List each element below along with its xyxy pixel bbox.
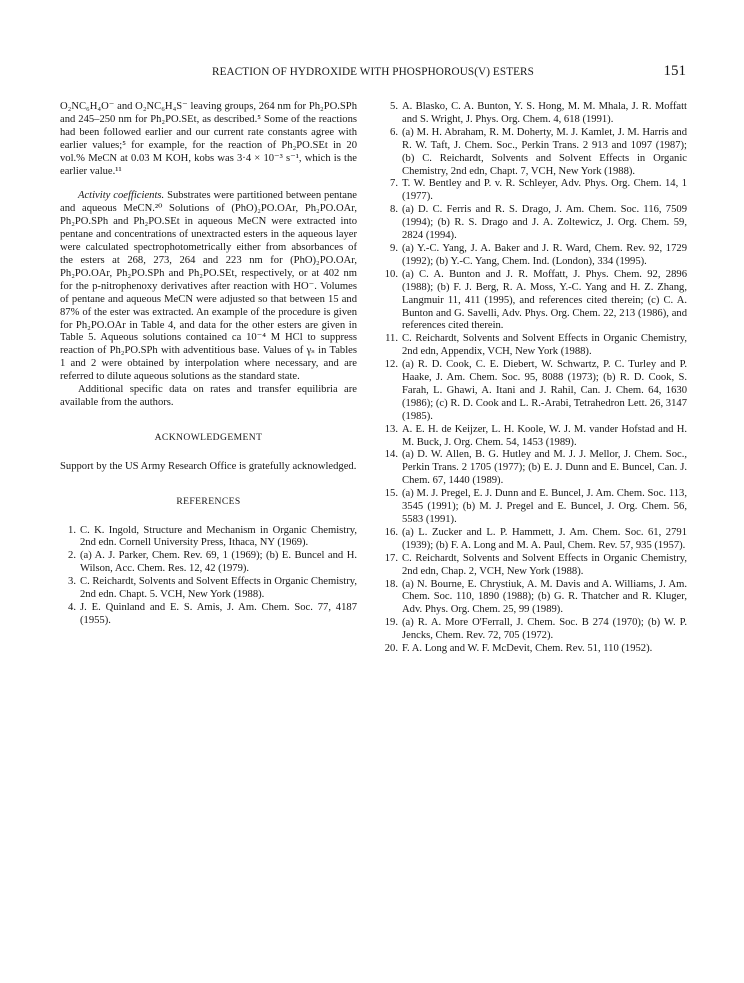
references-list-right [380, 101, 687, 656]
reference-text: C. Reichardt, Solvents and Solvent Effects in Organic Chemistry, 2nd edn. Chapt. 5. VCH, New York (1988). [80, 576, 357, 601]
reference-text: C. Reichardt, Solvents and Solvent Effects in Organic Chemistry, 2nd edn, Chap. 2, VCH, New York (1988). [402, 552, 687, 577]
reference-number: 19. [384, 617, 398, 629]
reference-number: 16. [384, 526, 398, 538]
reference-item [380, 643, 687, 656]
running-head: REACTION OF HYDROXIDE WITH PHOSPHOROUS(V) ESTERS [212, 66, 534, 78]
reference-number: 4. [68, 602, 76, 613]
reference-item [380, 579, 687, 618]
reference-item [60, 525, 357, 551]
reference-item [380, 449, 687, 488]
reference-item [380, 127, 687, 179]
references-heading: REFERENCES [176, 495, 241, 507]
body-paragraph-3: Additional specific data on rates and transfer equilibria are available from the authors. [60, 384, 357, 408]
reference-item [380, 488, 687, 527]
reference-text: C. K. Ingold, Structure and Mechanism in Organic Chemistry, 2nd edn. Cornell University Press, Ithaca, NY (1969). [80, 524, 357, 549]
reference-text: (a) M. J. Pregel, E. J. Dunn and E. Buncel, J. Am. Chem. Soc. 113, 3545 (1991); (b) M. J. Pregel and E. Buncel, J. Org. Chem. 56, 5583 (1991). [402, 488, 687, 525]
reference-text: T. W. Bentley and P. v. R. Schleyer, Adv. Phys. Org. Chem. 14, 1 (1977). [402, 178, 687, 203]
reference-item [60, 602, 357, 628]
reference-text: (a) Y.-C. Yang, J. A. Baker and J. R. Ward, Chem. Rev. 92, 1729 (1992); (b) Y.-C. Yang, Chem. Ind. (London), 334 (1995). [402, 242, 687, 267]
reference-item [380, 178, 687, 204]
activity-coefficients-paragraph [60, 190, 357, 384]
reference-number: 20. [384, 643, 398, 655]
reference-item [380, 204, 687, 243]
reference-text: (a) L. Zucker and L. P. Hammett, J. Am. Chem. Soc. 61, 2791 (1939); (b) F. A. Long and M. A. Paul, Chem. Rev. 57, 935 (1957). [402, 526, 687, 551]
page-header [60, 64, 686, 84]
reference-number: 5. [390, 101, 398, 112]
reference-item [60, 576, 357, 602]
reference-item [380, 617, 687, 643]
page-number: 151 [663, 63, 686, 79]
reference-item [380, 553, 687, 579]
reference-item [380, 101, 687, 127]
reference-text: (a) D. C. Ferris and R. S. Drago, J. Am. Chem. Soc. 116, 7509 (1994); (b) R. S. Drago and J. A. Zoltewicz, J. Org. Chem. 59, 2824 (1994). [402, 204, 687, 242]
reference-number: 3. [68, 576, 76, 588]
activity-coefficients-text: Substrates were partitioned between pentane and aqueous MeCN.²⁰ Solutions of (PhO)₂PO.OAr, Ph₂PO.OAr, Ph₂PO.SPh and Ph₂PO.SEt in aqueous MeCN were extracted into pentane and concentrations of unextracted esters in the aqueous layer were calculated spectrophotometrically either from absorbances of the esters at 268, 273, 264 and 223 nm for (PhO)₂PO.OAr, Ph₂PO.OAr, Ph₂PO.SPh and Ph₂PO.SEt, respectively, or at 402 nm for the p-nitrophenoxy derivatives after reaction with HO⁻. Volumes of pentane and aqueous MeCN were adjusted so that between 15 and 87% of the ester was extracted. An example of the procedure is given for Ph₂PO.OAr in Table 4, and data for the other esters are given in Table 5. Aqueous solutions contained ca 10⁻⁴ M HCl to suppress reaction of Ph₂PO.SPh with adventitious base. Values of γₛ in Tables 1 and 2 were obtained by interpolation where necessary, and are referred to dilute aqueous solutions as the standard state. [60, 190, 357, 383]
reference-item [60, 550, 357, 576]
reference-text: J. E. Quinland and E. S. Amis, J. Am. Chem. Soc. 77, 4187 (1955). [80, 602, 357, 626]
reference-text: F. A. Long and W. F. McDevit, Chem. Rev. 51, 110 (1952). [402, 643, 653, 655]
reference-text: (a) N. Bourne, E. Chrystiuk, A. M. Davis and A. Williams, J. Am. Chem. Soc. 110, 1890 (1988); (b) G. R. Thatcher and R. Kluger, Adv. Phys. Org. Chem. 25, 99 (1989). [402, 578, 687, 616]
reference-number: 11. [385, 333, 398, 345]
right-column [380, 101, 687, 656]
reference-item [380, 359, 687, 424]
reference-text: (a) R. D. Cook, C. E. Diebert, W. Schwartz, P. C. Turley and P. Haake, J. Am. Chem. Soc. 95, 8088 (1973); (b) R. D. Cook, S. Farah, L. Ghawi, A. Itani and J. Rahil, Can. J. Chem. 64, 1630 (1986); (c) R. D. Cook and L. R.-Arabi, Tetrahedron Lett. 26, 3147 (1985). [402, 359, 687, 422]
reference-text: C. Reichardt, Solvents and Solvent Effects in Organic Chemistry, 2nd edn, Appendix, VCH, New York (1988). [402, 333, 687, 358]
reference-text: A. E. H. de Keijzer, L. H. Koole, W. J. M. vander Hofstad and H. M. Buck, J. Org. Chem. 54, 1453 (1989). [402, 423, 687, 448]
reference-number: 15. [384, 488, 398, 500]
reference-number: 12. [384, 359, 398, 371]
reference-number: 13. [384, 423, 398, 435]
reference-item [380, 243, 687, 269]
reference-item [380, 424, 687, 450]
reference-number: 7. [390, 178, 398, 190]
references-list-left [60, 525, 357, 628]
reference-number: 18. [384, 578, 398, 590]
reference-text: (a) A. J. Parker, Chem. Rev. 69, 1 (1969); (b) E. Buncel and H. Wilson, Acc. Chem. Res. 12, 42 (1979). [80, 550, 357, 575]
reference-item [380, 333, 687, 359]
reference-item [380, 527, 687, 553]
reference-text: (a) C. A. Bunton and J. R. Moffatt, J. Phys. Chem. 92, 2896 (1988); (b) F. J. Berg, R. A. Moss, Y.-C. Yang and H. Z. Zhang, Langmuir 11, 411 (1995), and references cited therein; (c) C. A. Bunton and G. Savelli, Adv. Phys. Org. Chem. 22, 213 (1986), and references cited therein. [402, 268, 687, 332]
reference-text: (a) R. A. More O'Ferrall, J. Chem. Soc. B 274 (1970); (b) W. P. Jencks, Chem. Rev. 72, 705 (1972). [402, 617, 687, 642]
reference-number: 17. [384, 552, 398, 564]
acknowledgement-heading: ACKNOWLEDGEMENT [154, 431, 263, 443]
reference-text: (a) M. H. Abraham, R. M. Doherty, M. J. Kamlet, J. M. Harris and R. W. Taft, J. Chem. Soc., Perkin Trans. 2 913 and 1097 (1987); (b) C. Reichardt, Solvents and Solvent Effects in Organic Chemistry, 2nd edn, Chapt. 7, VCH, New York (1988). [402, 126, 687, 177]
reference-number: 6. [390, 126, 398, 138]
reference-text: (a) D. W. Allen, B. G. Hutley and M. J. J. Mellor, J. Chem. Soc., Perkin Trans. 2 1705 (1977); (b) E. J. Dunn and E. Buncel, Can. J. Chem. 67, 1440 (1989). [402, 449, 687, 487]
reference-number: 14. [384, 449, 398, 461]
reference-text: A. Blasko, C. A. Bunton, Y. S. Hong, M. M. Mhala, J. R. Moffatt and S. Wright, J. Phys. Org. Chem. 4, 618 (1991). [402, 101, 687, 125]
left-column [60, 101, 357, 628]
reference-number: 1. [68, 524, 76, 536]
body-paragraph-1: O₂NC₆H₄O⁻ and O₂NC₆H₄S⁻ leaving groups, 264 nm for Ph₂PO.SPh and 245–250 nm for Ph₂PO.SEt, as described.⁵ Some of the reactions had been followed earlier and our current rate constants agree with earlier values;⁵ for example, for the reaction of Ph₂PO.SEt in 20 vol.% MeCN at 0.03 M KOH, kobs was 3·4 × 10⁻³ s⁻¹, which is the earlier value.¹¹ [60, 101, 357, 177]
reference-number: 8. [390, 204, 398, 216]
activity-coefficients-lead: Activity coefficients. [78, 190, 165, 202]
reference-number: 10. [384, 268, 398, 280]
reference-number: 2. [68, 550, 76, 562]
reference-number: 9. [390, 242, 398, 254]
reference-item [380, 269, 687, 334]
acknowledgement-text: Support by the US Army Research Office is gratefully acknowledged. [60, 460, 357, 472]
